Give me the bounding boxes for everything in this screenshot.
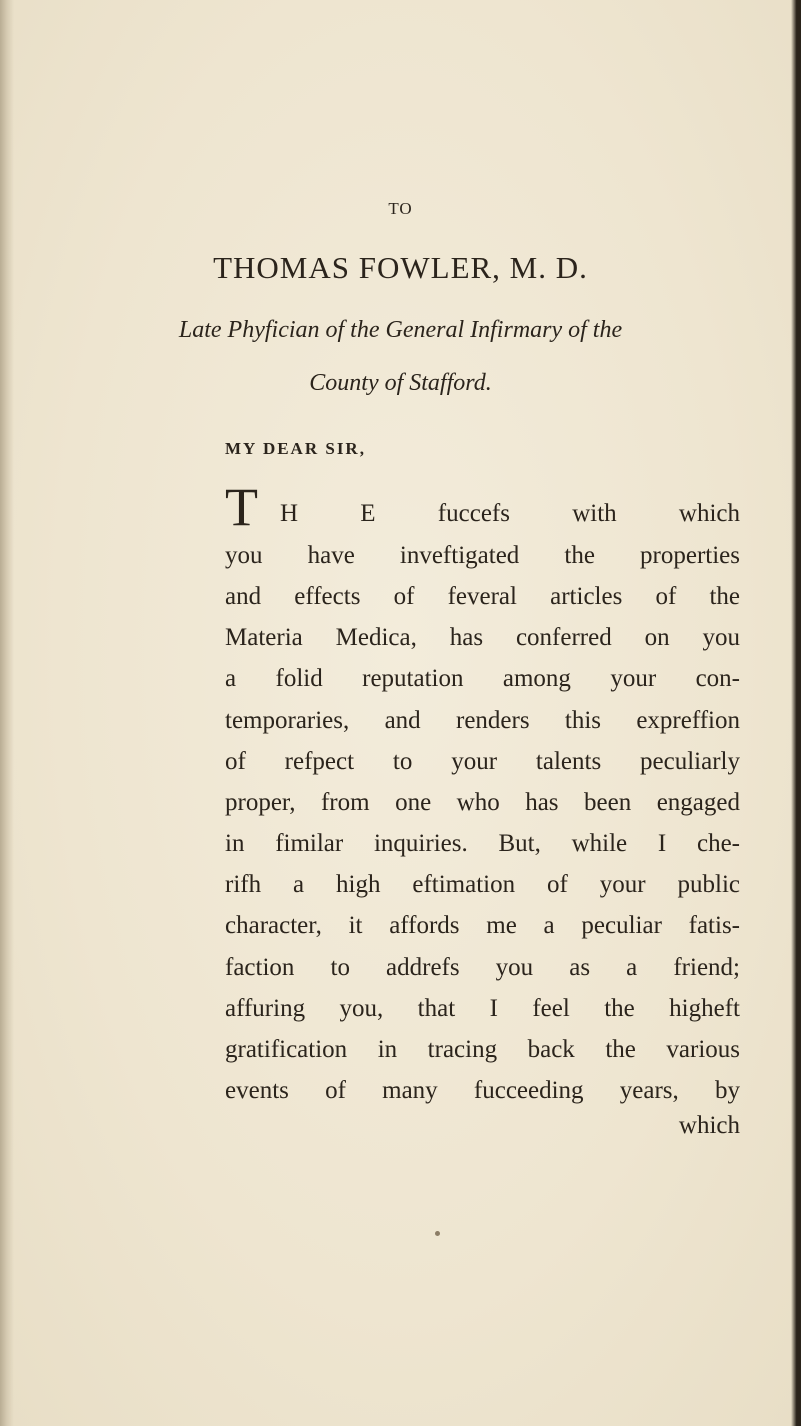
letter-line: and effects of feveral articles of the xyxy=(225,583,740,610)
letter-line: temporaries, and renders this expreffion xyxy=(225,707,740,734)
letter-line: a folid reputation among your con- xyxy=(225,665,740,692)
letter-line: character, it affords me a peculiar fatis- xyxy=(225,912,740,939)
letter-line: rifh a high eftimation of your public xyxy=(225,871,740,898)
dedication-to: TO xyxy=(388,199,413,218)
letter-line: affuring you, that I feel the higheft xyxy=(225,995,740,1022)
letter-line: Materia Medica, has conferred on you xyxy=(225,624,740,651)
drop-cap: T xyxy=(225,477,258,537)
letter-line: proper, from one who has been engaged xyxy=(225,789,740,816)
letter-line: events of many fucceeding years, by xyxy=(225,1077,740,1104)
dedicatee-name: THOMAS FOWLER, M. D. xyxy=(213,250,588,285)
paper-speck xyxy=(435,1231,440,1236)
letter-line: gratification in tracing back the various xyxy=(225,1036,740,1063)
letter-first-line: H E fuccefs with which xyxy=(280,500,740,527)
catchword: which xyxy=(678,1112,740,1139)
letter-line: of refpect to your talents peculiarly xyxy=(225,748,740,775)
letter-line: faction to addrefs you as a friend; xyxy=(225,954,740,981)
letter-line: you have inveftigated the properties xyxy=(225,542,740,569)
salutation: MY DEAR SIR, xyxy=(225,439,366,458)
dedicatee-title-line-1: Late Phyfician of the General Infirmary of the xyxy=(178,317,623,343)
letter-line: in fimilar inquiries. But, while I che- xyxy=(225,830,740,857)
dedicatee-title-line-2: County of Stafford. xyxy=(309,370,492,396)
